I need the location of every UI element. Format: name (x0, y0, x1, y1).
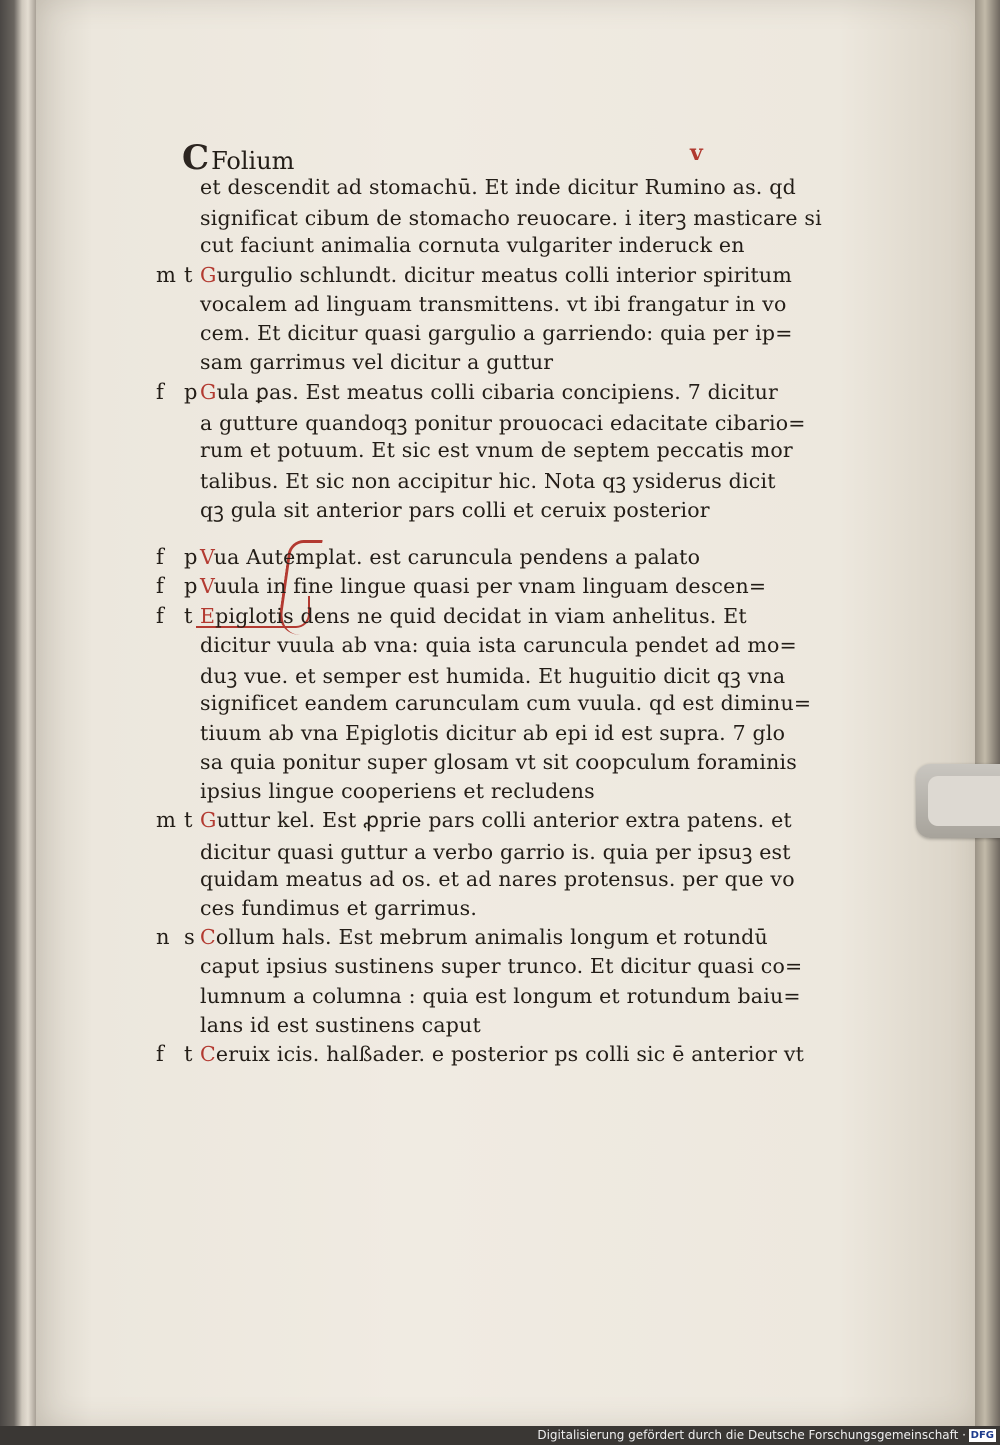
text-line: Epiglotis dens ne quid decidat in viam anhelitus. Et (200, 604, 747, 628)
text-line: Ceruix icis. halßader. e posterior ps colli sic ē anterior vt (200, 1042, 805, 1066)
margin-mark: m t (156, 263, 193, 287)
book-binding (0, 0, 40, 1426)
margin-mark: n s (156, 925, 195, 949)
paragraph-mark: C (182, 138, 210, 178)
margin-mark: f t (156, 1042, 193, 1066)
running-head (182, 138, 294, 178)
margin-mark: f p (156, 574, 198, 598)
text-line: talibus. Et sic non accipitur hic. Nota qꝫ ysiderus dicit (200, 469, 776, 493)
text-line: Collum hals. Est mebrum animalis longum et rotundū (200, 925, 768, 949)
page-edge (975, 0, 1000, 1426)
text-line: Vuula in fine lingue quasi per vnam linguam descen= (200, 574, 767, 598)
page-clip (916, 764, 1000, 838)
text-line: a gutture quandoqꝫ ponitur prouocaci edacitate cibario= (200, 411, 806, 435)
text-line: caput ipsius sustinens super trunco. Et dicitur quasi co= (200, 954, 803, 978)
text-line: sa quia ponitur super glosam vt sit coopculum foraminis (200, 750, 797, 774)
text-line: duꝫ vue. et semper est humida. Et huguitio dicit qꝫ vna (200, 664, 786, 688)
text-line: dicitur vuula ab vna: quia ista caruncula pendet ad mo= (200, 633, 797, 657)
footer-text: Digitalisierung gefördert durch die Deutsche Forschungsgemeinschaft · (537, 1428, 966, 1442)
text-line: Guttur kel. Est ꝓprie pars colli anterior extra patens. et (200, 808, 792, 832)
text-line: ces fundimus et garrimus. (200, 896, 478, 920)
text-line: significet eandem carunculam cum vuula. qd est diminu= (200, 691, 812, 715)
margin-mark: f t (156, 604, 193, 628)
text-line: qꝫ gula sit anterior pars colli et ceruix posterior (200, 498, 710, 522)
text-line: lumnum a columna : quia est longum et rotundum baiu= (200, 984, 801, 1008)
text-line: Vua Autemplat. est caruncula pendens a palato (200, 545, 701, 569)
text-line: rum et potuum. Et sic est vnum de septem peccatis mor (200, 438, 793, 462)
text-line: Gurgulio schlundt. dicitur meatus colli interior spiritum (200, 263, 792, 287)
text-line: sam garrimus vel dicitur a guttur (200, 350, 554, 374)
text-line: ipsius lingue cooperiens et recludens (200, 779, 595, 803)
folio-number: v (690, 140, 703, 166)
text-line: et descendit ad stomachū. Et inde dicitur Rumino as. qd (200, 175, 796, 199)
footer-bar (0, 1426, 1000, 1445)
text-line: Gula ꝑas. Est meatus colli cibaria concipiens. 7 dicitur (200, 380, 779, 404)
text-line: lans id est sustinens caput (200, 1013, 481, 1037)
text-line: cem. Et dicitur quasi gargulio a garriendo: quia per ip= (200, 321, 793, 345)
text-line: quidam meatus ad os. et ad nares protensus. per que vo (200, 867, 795, 891)
text-line: dicitur quasi guttur a verbo garrio is. quia per ipsuꝫ est (200, 840, 791, 864)
margin-mark: m t (156, 808, 193, 832)
running-head-title: Folium (211, 147, 295, 175)
text-line: tiuum ab vna Epiglotis dicitur ab epi id est supra. 7 glo (200, 721, 786, 745)
margin-mark: f p (156, 380, 198, 404)
margin-mark: f p (156, 545, 198, 569)
text-line: vocalem ad linguam transmittens. vt ibi frangatur in vo (200, 292, 787, 316)
dfg-logo: DFG (970, 1430, 994, 1441)
text-line: cut faciunt animalia cornuta vulgariter inderuck en (200, 233, 745, 257)
text-line: significat cibum de stomacho reuocare. i iterꝫ masticare si (200, 206, 822, 230)
